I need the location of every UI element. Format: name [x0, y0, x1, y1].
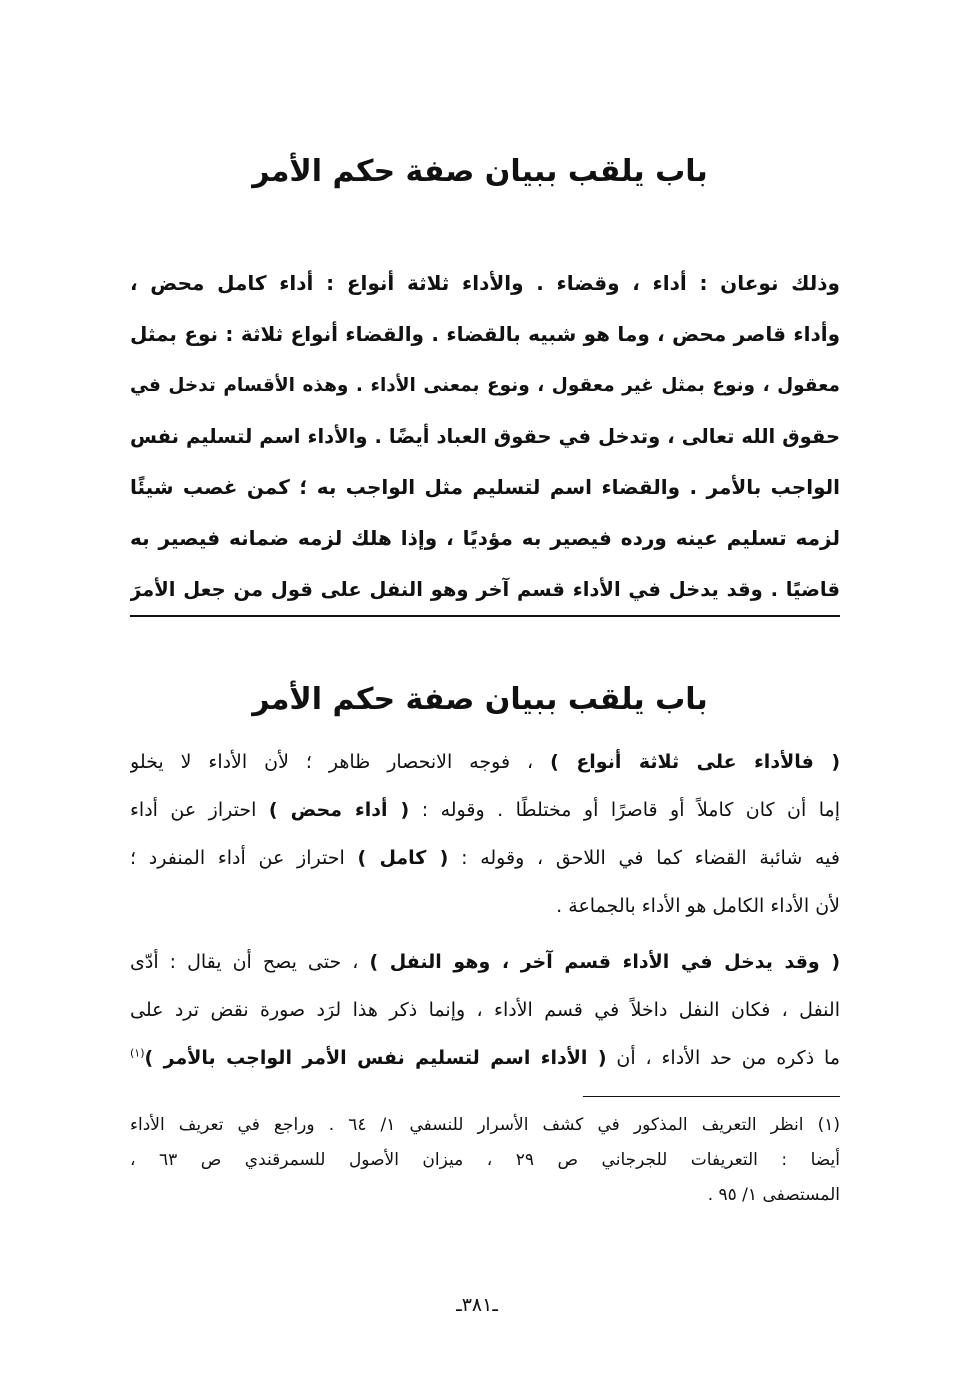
- footnotes: [130, 1108, 840, 1213]
- commentary-text: [130, 738, 840, 1082]
- commentary-fragment: احتراز عن أداء المنفرد ؛: [130, 847, 358, 869]
- commentary-fragment: إما أن كان كاملاً أو قاصرًا أو مختلطًا . وقوله :: [409, 799, 840, 821]
- quoted-matn: ( وقد يدخل في الأداء قسم آخر ، وهو النفل ): [369, 951, 840, 973]
- matn-line: معقول ، ونوع بمثل غير معقول ، ونوع بمعنى الأداء . وهذه الأقسام تدخل في: [130, 375, 840, 396]
- matn-line: حقوق الله تعالى ، وتدخل في حقوق العباد أيضًا . والأداء اسم لتسليم نفس: [130, 425, 840, 448]
- commentary-line: [130, 738, 840, 786]
- commentary-line: [130, 834, 840, 882]
- footnote-line: المستصفى ١/ ٩٥ .: [707, 1185, 840, 1205]
- page-number: ـ٣٨١ـ: [456, 1294, 498, 1316]
- commentary-line: لأن الأداء الكامل هو الأداء بالجماعة .: [556, 895, 840, 917]
- quoted-matn: ( أداء محض ): [268, 799, 410, 821]
- matn-text: [130, 258, 840, 615]
- footnote-marker[interactable]: (١): [130, 1046, 145, 1060]
- commentary-fragment: ، حتى يصح أن يقال : أدّى: [130, 951, 370, 973]
- commentary-heading: باب يلقب ببيان صفة حكم الأمر: [252, 682, 708, 717]
- section-divider: [130, 615, 840, 617]
- commentary-line: [130, 1034, 840, 1082]
- commentary-fragment: ما ذكره من حد الأداء ، أن: [606, 1047, 840, 1069]
- quoted-matn: ( فالأداء على ثلاثة أنواع ): [550, 751, 840, 773]
- footnote-line: (١) انظر التعريف المذكور في كشف الأسرار للنسفي ١/ ٦٤ . وراجع في تعريف الأداء: [130, 1115, 840, 1135]
- quoted-matn: ( الأداء اسم لتسليم نفس الأمر الواجب بالأمر ): [144, 1047, 607, 1069]
- commentary-fragment: احتراز عن أداء: [130, 799, 269, 821]
- matn-line: لزمه تسليم عينه ورده فيصير به مؤديًا ، وإذا هلك لزمه ضمانه فيصير به: [130, 526, 840, 550]
- chapter-heading: باب يلقب ببيان صفة حكم الأمر: [252, 154, 708, 189]
- commentary-fragment: فيه شائبة القضاء كما في اللاحق ، وقوله :: [448, 847, 840, 869]
- commentary-line: النفل ، فكان النفل داخلاً في قسم الأداء ، وإنما ذكر هذا لرَد صورة نقض ترد على: [130, 999, 840, 1021]
- matn-line: الواجب بالأمر . والقضاء اسم لتسليم مثل الواجب به ؛ كمن غصب شيئًا: [130, 475, 840, 499]
- quoted-matn: ( كامل ): [357, 847, 449, 869]
- footnote-line: أيضا : التعريفات للجرجاني ص ٢٩ ، ميزان الأصول للسمرقندي ص ٦٣ ،: [130, 1150, 840, 1170]
- commentary-line: [130, 938, 840, 986]
- footnote-rule: [583, 1096, 840, 1097]
- paragraph-gap: [130, 930, 840, 938]
- matn-line: قاضيًا . وقد يدخل في الأداء قسم آخر وهو النفل على قول من جعل الأمرَ: [130, 578, 840, 601]
- matn-line: وأداء قاصر محض ، وما هو شبيه بالقضاء . والقضاء أنواع ثلاثة : نوع بمثل: [130, 322, 840, 346]
- commentary-fragment: ، فوجه الانحصار ظاهر ؛ لأن الأداء لا يخلو: [130, 751, 551, 773]
- commentary-line: [130, 786, 840, 834]
- matn-line: وذلك نوعان : أداء ، وقضاء . والأداء ثلاثة أنواع : أداء كامل محض ،: [130, 271, 840, 295]
